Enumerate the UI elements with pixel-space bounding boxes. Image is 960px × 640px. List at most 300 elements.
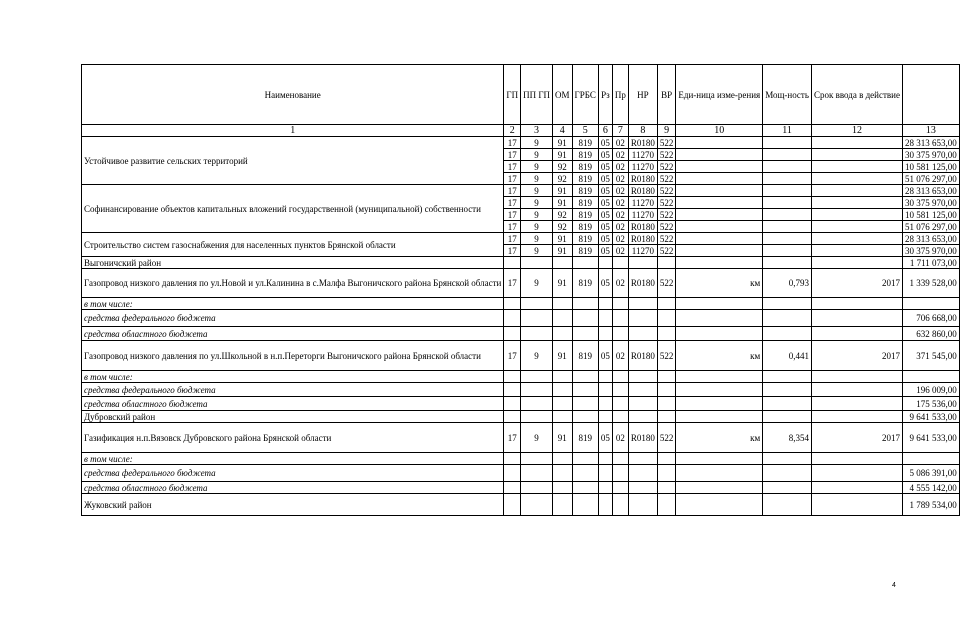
empty-cell: [572, 298, 598, 310]
column-number: 9: [657, 125, 676, 137]
page-number: 4: [892, 582, 896, 589]
code-cell: R0180: [628, 185, 657, 197]
empty-cell: [763, 383, 812, 397]
code-cell: 9: [521, 245, 553, 257]
code-cell: 02: [612, 173, 628, 185]
empty-cell: [572, 310, 598, 327]
empty-cell: [553, 310, 573, 327]
code-cell: 17: [504, 209, 521, 221]
code-cell: 9: [521, 173, 553, 185]
amount-cell: 371 545,00: [902, 341, 959, 371]
code-cell: 9: [521, 423, 553, 453]
amount-cell: 196 009,00: [902, 383, 959, 397]
empty-cell: [628, 494, 657, 516]
code-cell: R0180: [628, 221, 657, 233]
budget-row: [82, 310, 960, 327]
code-cell: 02: [612, 149, 628, 161]
code-cell: 17: [504, 137, 521, 149]
code-cell: R0180: [628, 173, 657, 185]
empty-cell: [811, 161, 902, 173]
budget-row: [82, 327, 960, 341]
header-cell: Рз: [598, 65, 612, 125]
code-cell: 11270: [628, 161, 657, 173]
code-cell: 819: [572, 173, 598, 185]
budget-row: [82, 383, 960, 397]
budget-row: [82, 453, 960, 465]
empty-cell: [811, 371, 902, 383]
year-cell: 2017: [811, 269, 902, 298]
header-cell: ГП: [504, 65, 521, 125]
code-cell: 522: [657, 341, 676, 371]
district-total: 1 789 534,00: [902, 494, 959, 516]
empty-cell: [657, 310, 676, 327]
empty-cell: [811, 482, 902, 494]
empty-cell: [763, 327, 812, 341]
empty-cell: [676, 482, 763, 494]
amount-cell: 10 581 125,00: [902, 209, 959, 221]
empty-cell: [676, 327, 763, 341]
code-cell: 9: [521, 161, 553, 173]
code-cell: 91: [553, 423, 573, 453]
empty-cell: [572, 397, 598, 411]
empty-cell: [598, 494, 612, 516]
empty-cell: [811, 149, 902, 161]
column-number: 2: [504, 125, 521, 137]
amount-cell: 30 375 970,00: [902, 149, 959, 161]
empty-cell: [676, 209, 763, 221]
district-name: Жуковский район: [82, 494, 504, 516]
code-cell: 11270: [628, 149, 657, 161]
code-cell: 17: [504, 245, 521, 257]
amount-cell: 4 555 142,00: [902, 482, 959, 494]
code-cell: 17: [504, 221, 521, 233]
code-cell: 11270: [628, 245, 657, 257]
code-cell: 02: [612, 233, 628, 245]
empty-cell: [676, 310, 763, 327]
code-cell: R0180: [628, 269, 657, 298]
code-cell: 17: [504, 173, 521, 185]
column-number: 4: [553, 125, 573, 137]
code-cell: 02: [612, 197, 628, 209]
code-cell: 9: [521, 209, 553, 221]
code-cell: 9: [521, 137, 553, 149]
year-cell: 2017: [811, 423, 902, 453]
empty-cell: [676, 149, 763, 161]
empty-cell: [612, 257, 628, 269]
group-name: Строительство систем газоснабжения для населенных пунктов Брянской области: [82, 233, 504, 257]
empty-cell: [598, 310, 612, 327]
code-cell: 9: [521, 197, 553, 209]
amount-cell: 30 375 970,00: [902, 245, 959, 257]
empty-cell: [763, 137, 812, 149]
empty-cell: [553, 397, 573, 411]
column-number: 8: [628, 125, 657, 137]
header-cell: ГРБС: [572, 65, 598, 125]
empty-cell: [572, 482, 598, 494]
code-cell: 02: [612, 221, 628, 233]
object-name: Газопровод низкого давления по ул.Школьной в н.п.Переторги Выгоничского района Брянской области: [82, 341, 504, 371]
empty-cell: [521, 371, 553, 383]
empty-cell: [612, 482, 628, 494]
empty-cell: [553, 371, 573, 383]
object-row: [82, 423, 960, 453]
empty-cell: [811, 197, 902, 209]
code-cell: 819: [572, 423, 598, 453]
code-cell: 02: [612, 185, 628, 197]
code-cell: 522: [657, 233, 676, 245]
budget-row: [82, 298, 960, 310]
header-cell: Мощ-ность: [763, 65, 812, 125]
empty-cell: [612, 494, 628, 516]
empty-cell: [763, 482, 812, 494]
empty-cell: [598, 257, 612, 269]
amount-cell: 28 313 653,00: [902, 137, 959, 149]
empty-cell: [763, 298, 812, 310]
district-row: [82, 411, 960, 423]
empty-cell: [628, 453, 657, 465]
code-cell: 92: [553, 161, 573, 173]
budget-row: [82, 482, 960, 494]
code-cell: 522: [657, 221, 676, 233]
column-number: 13: [902, 125, 959, 137]
code-cell: 17: [504, 269, 521, 298]
empty-cell: [521, 482, 553, 494]
header-cell: Наименование: [82, 65, 504, 125]
empty-cell: [763, 310, 812, 327]
amount-cell: 51 076 297,00: [902, 173, 959, 185]
empty-cell: [811, 221, 902, 233]
district-name: Выгоничский район: [82, 257, 504, 269]
code-cell: 522: [657, 137, 676, 149]
column-number: 1: [82, 125, 504, 137]
empty-cell: [657, 411, 676, 423]
code-cell: 522: [657, 173, 676, 185]
amount-cell: 30 375 970,00: [902, 197, 959, 209]
code-cell: 522: [657, 423, 676, 453]
code-cell: 17: [504, 185, 521, 197]
budget-row: [82, 465, 960, 482]
empty-cell: [763, 221, 812, 233]
group-row: [82, 137, 960, 149]
empty-cell: [628, 397, 657, 411]
code-cell: 17: [504, 341, 521, 371]
amount-cell: 175 536,00: [902, 397, 959, 411]
amount-cell: 28 313 653,00: [902, 185, 959, 197]
code-cell: R0180: [628, 137, 657, 149]
code-cell: 819: [572, 221, 598, 233]
code-cell: 11270: [628, 197, 657, 209]
power-cell: 0,793: [763, 269, 812, 298]
empty-cell: [598, 327, 612, 341]
empty-cell: [763, 411, 812, 423]
power-cell: 8,354: [763, 423, 812, 453]
empty-cell: [676, 397, 763, 411]
empty-cell: [763, 161, 812, 173]
code-cell: 91: [553, 269, 573, 298]
empty-cell: [811, 453, 902, 465]
empty-cell: [612, 327, 628, 341]
code-cell: 02: [612, 341, 628, 371]
budget-row: [82, 371, 960, 383]
amount-cell: 632 860,00: [902, 327, 959, 341]
column-number: 11: [763, 125, 812, 137]
empty-cell: [657, 371, 676, 383]
code-cell: 05: [598, 149, 612, 161]
code-cell: 522: [657, 161, 676, 173]
code-cell: 91: [553, 197, 573, 209]
empty-cell: [553, 327, 573, 341]
empty-cell: [553, 411, 573, 423]
code-cell: 522: [657, 149, 676, 161]
budget-label: в том числе:: [82, 298, 504, 310]
empty-cell: [553, 494, 573, 516]
empty-cell: [598, 383, 612, 397]
column-number-row: [82, 125, 960, 137]
code-cell: 9: [521, 269, 553, 298]
empty-cell: [763, 257, 812, 269]
code-cell: 91: [553, 233, 573, 245]
code-cell: 91: [553, 341, 573, 371]
code-cell: 17: [504, 233, 521, 245]
header-cell: ПП ГП: [521, 65, 553, 125]
budget-label: средства федерального бюджета: [82, 383, 504, 397]
empty-cell: [657, 494, 676, 516]
header-cell: [902, 65, 959, 125]
code-cell: 17: [504, 423, 521, 453]
empty-cell: [628, 465, 657, 482]
empty-cell: [628, 257, 657, 269]
empty-cell: [676, 494, 763, 516]
empty-cell: [763, 149, 812, 161]
budget-row: [82, 397, 960, 411]
amount-cell: 5 086 391,00: [902, 465, 959, 482]
empty-cell: [811, 383, 902, 397]
empty-cell: [572, 383, 598, 397]
budget-label: средства областного бюджета: [82, 327, 504, 341]
empty-cell: [504, 371, 521, 383]
empty-cell: [612, 397, 628, 411]
empty-cell: [676, 233, 763, 245]
empty-cell: [763, 397, 812, 411]
empty-cell: [811, 245, 902, 257]
column-number: 7: [612, 125, 628, 137]
code-cell: 91: [553, 185, 573, 197]
code-cell: 9: [521, 185, 553, 197]
empty-cell: [553, 298, 573, 310]
group-row: [82, 185, 960, 197]
empty-cell: [521, 298, 553, 310]
empty-cell: [763, 185, 812, 197]
empty-cell: [553, 453, 573, 465]
empty-cell: [657, 397, 676, 411]
column-number: 12: [811, 125, 902, 137]
header-cell: ВР: [657, 65, 676, 125]
code-cell: 522: [657, 185, 676, 197]
amount-cell: 28 313 653,00: [902, 233, 959, 245]
code-cell: 819: [572, 197, 598, 209]
empty-cell: [811, 310, 902, 327]
empty-cell: [676, 411, 763, 423]
budget-table: [81, 64, 960, 516]
code-cell: 522: [657, 245, 676, 257]
empty-cell: [763, 453, 812, 465]
empty-cell: [572, 327, 598, 341]
header-cell: Еди-ница изме-рения: [676, 65, 763, 125]
empty-cell: [553, 257, 573, 269]
code-cell: 522: [657, 269, 676, 298]
code-cell: 92: [553, 209, 573, 221]
empty-cell: [521, 383, 553, 397]
code-cell: 819: [572, 137, 598, 149]
district-row: [82, 494, 960, 516]
empty-cell: [521, 327, 553, 341]
empty-cell: [521, 453, 553, 465]
district-name: Дубровский район: [82, 411, 504, 423]
unit-cell: км: [676, 423, 763, 453]
empty-cell: [504, 397, 521, 411]
group-name: Устойчивое развитие сельских территорий: [82, 137, 504, 185]
code-cell: R0180: [628, 423, 657, 453]
empty-cell: [628, 482, 657, 494]
empty-cell: [572, 494, 598, 516]
empty-cell: [504, 298, 521, 310]
empty-cell: [657, 465, 676, 482]
empty-cell: [657, 453, 676, 465]
empty-cell: [676, 298, 763, 310]
empty-cell: [811, 137, 902, 149]
code-cell: 819: [572, 209, 598, 221]
empty-cell: [628, 383, 657, 397]
empty-cell: [657, 257, 676, 269]
code-cell: 819: [572, 269, 598, 298]
power-cell: 0,441: [763, 341, 812, 371]
amount-cell: 10 581 125,00: [902, 161, 959, 173]
group-row: [82, 233, 960, 245]
code-cell: 05: [598, 197, 612, 209]
code-cell: 02: [612, 269, 628, 298]
empty-cell: [521, 494, 553, 516]
code-cell: 91: [553, 149, 573, 161]
empty-cell: [504, 310, 521, 327]
code-cell: 02: [612, 423, 628, 453]
empty-cell: [572, 411, 598, 423]
empty-cell: [676, 371, 763, 383]
header-cell: Пр: [612, 65, 628, 125]
code-cell: 05: [598, 209, 612, 221]
empty-cell: [676, 257, 763, 269]
empty-cell: [612, 371, 628, 383]
column-number: 6: [598, 125, 612, 137]
code-cell: 92: [553, 221, 573, 233]
code-cell: 819: [572, 149, 598, 161]
empty-cell: [763, 245, 812, 257]
code-cell: 9: [521, 221, 553, 233]
empty-cell: [553, 465, 573, 482]
header-cell: ОМ: [553, 65, 573, 125]
empty-cell: [612, 298, 628, 310]
empty-cell: [763, 197, 812, 209]
empty-cell: [504, 383, 521, 397]
empty-cell: [521, 411, 553, 423]
empty-cell: [612, 310, 628, 327]
code-cell: 05: [598, 137, 612, 149]
empty-cell: [657, 327, 676, 341]
empty-cell: [811, 173, 902, 185]
code-cell: 9: [521, 233, 553, 245]
code-cell: 819: [572, 341, 598, 371]
code-cell: 02: [612, 209, 628, 221]
empty-cell: [504, 453, 521, 465]
empty-cell: [902, 453, 959, 465]
amount-cell: 9 641 533,00: [902, 423, 959, 453]
empty-cell: [657, 298, 676, 310]
empty-cell: [628, 310, 657, 327]
budget-label: средства федерального бюджета: [82, 465, 504, 482]
empty-cell: [811, 185, 902, 197]
empty-cell: [553, 482, 573, 494]
header-cell: НР: [628, 65, 657, 125]
code-cell: 92: [553, 173, 573, 185]
empty-cell: [676, 221, 763, 233]
column-number: 10: [676, 125, 763, 137]
code-cell: 05: [598, 341, 612, 371]
group-name: Софинансирование объектов капитальных вложений государственной (муниципальной) собственности: [82, 185, 504, 233]
budget-label: в том числе:: [82, 371, 504, 383]
code-cell: 522: [657, 197, 676, 209]
code-cell: 9: [521, 149, 553, 161]
empty-cell: [676, 383, 763, 397]
header-row: [82, 65, 960, 125]
empty-cell: [676, 137, 763, 149]
empty-cell: [657, 383, 676, 397]
code-cell: 819: [572, 161, 598, 173]
code-cell: 11270: [628, 209, 657, 221]
code-cell: 02: [612, 245, 628, 257]
empty-cell: [598, 298, 612, 310]
column-number: 5: [572, 125, 598, 137]
budget-label: средства областного бюджета: [82, 482, 504, 494]
empty-cell: [598, 397, 612, 411]
code-cell: 02: [612, 137, 628, 149]
empty-cell: [598, 411, 612, 423]
budget-label: средства федерального бюджета: [82, 310, 504, 327]
amount-cell: 1 339 528,00: [902, 269, 959, 298]
code-cell: 17: [504, 197, 521, 209]
empty-cell: [811, 494, 902, 516]
code-cell: 819: [572, 233, 598, 245]
budget-label: в том числе:: [82, 453, 504, 465]
code-cell: 05: [598, 185, 612, 197]
empty-cell: [811, 209, 902, 221]
empty-cell: [811, 298, 902, 310]
empty-cell: [811, 257, 902, 269]
column-number: 3: [521, 125, 553, 137]
empty-cell: [763, 494, 812, 516]
empty-cell: [811, 465, 902, 482]
year-cell: 2017: [811, 341, 902, 371]
code-cell: 91: [553, 245, 573, 257]
empty-cell: [811, 327, 902, 341]
code-cell: R0180: [628, 341, 657, 371]
object-name: Газопровод низкого давления по ул.Новой и ул.Калинина в с.Малфа Выгоничского района Брянской области: [82, 269, 504, 298]
code-cell: 17: [504, 149, 521, 161]
empty-cell: [763, 233, 812, 245]
code-cell: 05: [598, 221, 612, 233]
empty-cell: [628, 327, 657, 341]
unit-cell: км: [676, 269, 763, 298]
empty-cell: [612, 465, 628, 482]
object-row: [82, 341, 960, 371]
